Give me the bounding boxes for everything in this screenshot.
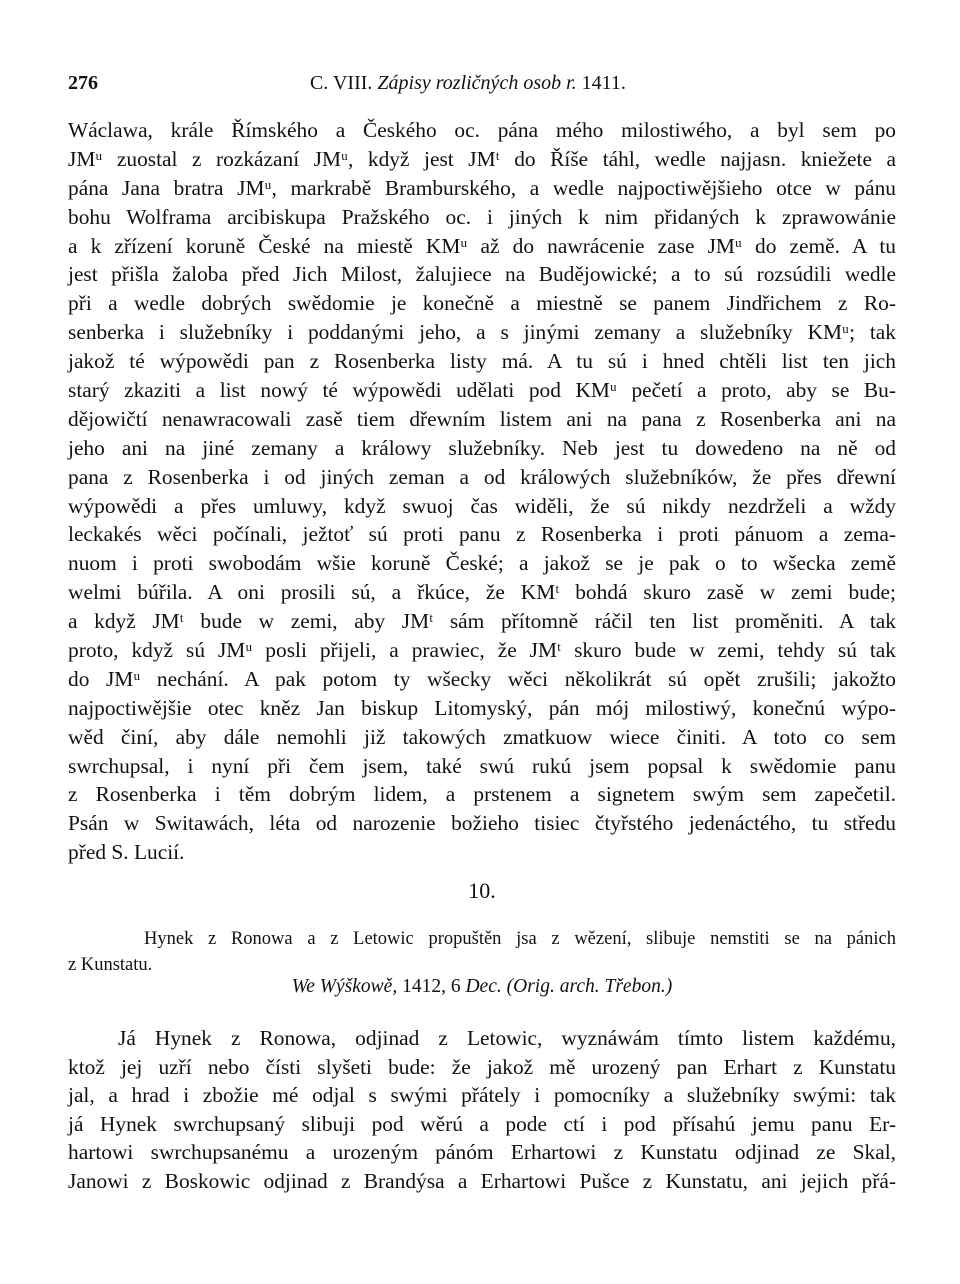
text-line: jest přišla žaloba před Jich Milost, žalujiece na Budějowické; a to sú rozsúdili wedle — [68, 262, 896, 287]
regest-line: z Kunstatu. — [68, 955, 153, 975]
chapter-title — [310, 72, 626, 95]
text-line: pána Jana bratra JMᵘ, markrabě Bramburského, a wedle najpoctiwějšieho otce w pánu — [68, 175, 896, 200]
text-line: wýpowědi a přes umluwy, když swuoj čas widěli, že sú nikdy nezdrželi a wždy — [68, 493, 896, 518]
document-number: 10. — [468, 878, 496, 903]
document-text — [68, 1024, 896, 1196]
regest-line: Hynek z Ronowa a z Letowic propuštěn jsa z wězení, slibuje nemstiti se na pánich — [144, 929, 896, 949]
text-line: před S. Lucií. — [68, 840, 185, 865]
text-line: najpoctiwějšie otec kněz Jan biskup Litomyský, pán mój milostiwý, konečnú wýpo- — [68, 695, 896, 720]
text-line: jakož té wýpowědi pan z Rosenberka listy má. A tu sú i hned chtěli list ten jich — [68, 349, 896, 374]
text-line: do JMᵘ nechání. A pak potom ty wšecky wěci několikrát sú opět zrušili; jakožto — [68, 666, 896, 691]
dateline-month: Dec. — [465, 976, 502, 997]
dateline-source: (Orig. arch. Třebon.) — [506, 976, 673, 997]
text-line: welmi búřila. A oni prosili sú, a řkúce, že KMᵗ bohdá skuro zasě w zemi bude; — [68, 580, 896, 605]
text-line: hartowi swrchupsanému a urozeným pánóm Erhartowi z Kunstatu odjinad ze Skal, — [68, 1140, 896, 1165]
dateline-date: 1412, 6 — [402, 976, 461, 997]
document-dateline — [68, 976, 896, 998]
text-line: a když JMᵗ bude w zemi, aby JMᵗ sám přítomně ráčil ten list proměniti. A tak — [68, 609, 896, 634]
dateline-place: We Wýškowě, — [291, 976, 398, 997]
chapter-title-italic: Zápisy rozličných osob r. — [377, 72, 577, 94]
text-line: Psán w Switawách, léta od narozenie božieho tisiec čtyřstého jedenáctého, tu středu — [68, 811, 896, 836]
text-line: jal, a hrad i zbožie mé odjal s swými přátely i pomocníky a služebníky swými: tak — [68, 1083, 896, 1108]
text-line: swrchupsal, i nyní při čem jsem, také swú rukú jsem popsal k swědomie panu — [68, 753, 896, 778]
text-line: z Rosenberka i těm dobrým lidem, a prstenem a signetem swým sem zapečetil. — [68, 782, 896, 807]
text-line: nuom i proti swobodám wšie koruně České; a jakož se je pak o to wšecka země — [68, 551, 896, 576]
text-line: Wáclawa, krále Římského a Českého oc. pána mého milostiwého, a byl sem po — [68, 118, 896, 142]
text-line: dějowičtí nenawracowali zasě tiem dřewním listem ani na pana z Rosenberka ani na — [68, 406, 896, 431]
text-line: já Hynek swrchupsaný slibuji pod wěrú a pode ctí i pod přísahú jemu panu Er- — [68, 1111, 896, 1136]
text-line: a k zřízení koruně České na miestě KMᵘ až do nawrácenie zase JMᵘ do země. A tu — [68, 233, 896, 258]
text-line: pana z Rosenberka i od jiných zeman a od králowých služebníków, že přes dřewní — [68, 464, 896, 489]
text-line: proto, když sú JMᵘ posli přijeli, a prawiec, že JMᵗ skuro bude w zemi, tehdy sú tak — [68, 638, 896, 663]
chapter-number: C. VIII. — [310, 72, 373, 94]
text-line: JMᵘ zuostal z rozkázaní JMᵘ, když jest JMᵗ do Říše táhl, wedle najjasn. kniežete a — [68, 146, 896, 171]
text-line: senberka i služebníky i poddanými jeho, a s jinými zemany a služebníky KMᵘ; tak — [68, 320, 896, 345]
page-number: 276 — [68, 72, 98, 94]
running-head — [68, 72, 896, 98]
document-regest — [68, 926, 896, 978]
text-line: Janowi z Boskowic odjinad z Brandýsa a Erhartowi Pušce z Kunstatu, ani jejich přá- — [68, 1168, 896, 1193]
text-line: leckakés wěci počínali, ježtoť sú proti panu z Rosenberka i proti pánuom a zema- — [68, 522, 896, 547]
text-line: bohu Wolframa arcibiskupa Pražského oc. i jiných k nim přidaných k zprawowánie — [68, 204, 896, 229]
text-line: jeho ani na jiné zemany a králowy služebníky. Neb jest tu dowedeno na ně od — [68, 435, 896, 460]
text-line: starý zkaziti a list nowý té wýpowědi udělati pod KMᵘ pečetí a proto, aby se Bu- — [68, 378, 896, 403]
text-line: Já Hynek z Ronowa, odjinad z Letowic, wyznáwám tímto listem každému, — [118, 1026, 896, 1050]
text-line: wěd činí, aby dále nemohli již takowých zmatkuow wiece činiti. A toto co sem — [68, 724, 896, 749]
text-line: při a wedle dobrých swědomie je konečně a miestně se panem Jindřichem z Ro- — [68, 291, 896, 316]
chapter-year: 1411. — [581, 72, 626, 94]
text-line: ktož jej uzří nebo čísti slyšeti bude: že jakož mě urozený pan Erhart z Kunstatu — [68, 1054, 896, 1079]
main-text — [68, 116, 896, 867]
